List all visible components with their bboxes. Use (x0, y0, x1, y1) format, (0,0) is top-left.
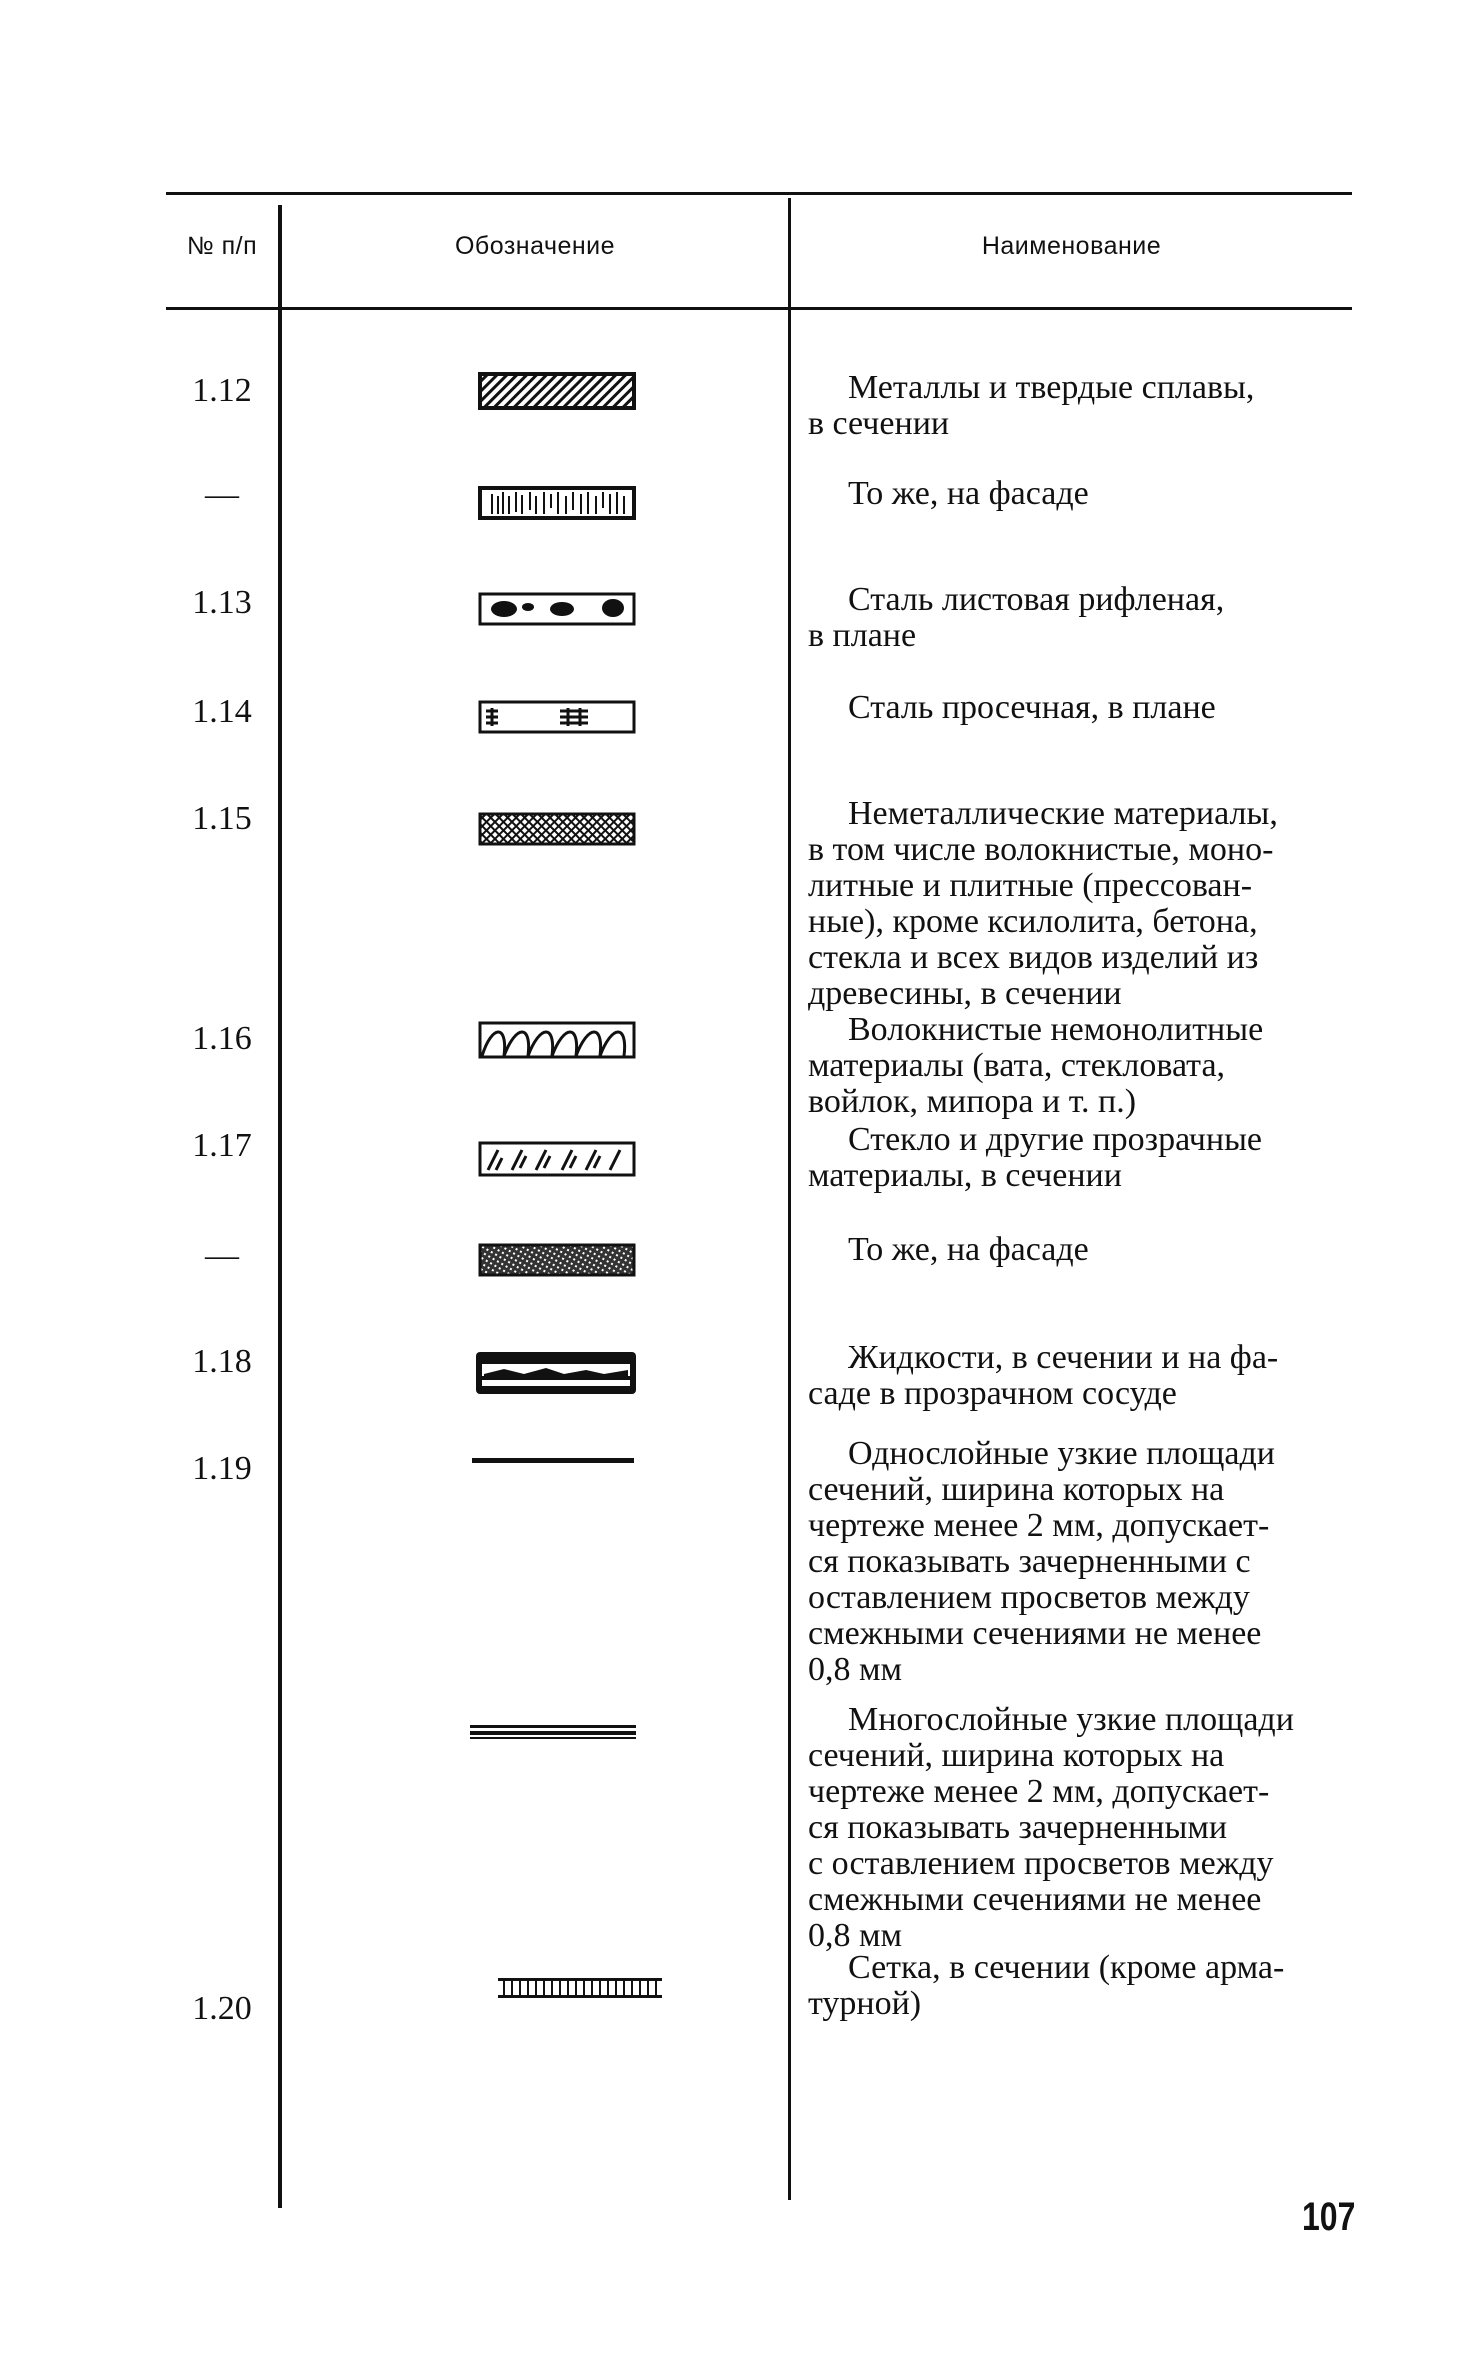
header-symbol: Обозначение (454, 232, 616, 260)
row-number: 1.14 (192, 693, 252, 730)
row-number: 1.19 (192, 1450, 252, 1487)
metal-hatch-symbol (478, 372, 636, 410)
row-description: То же, на фасаде (848, 1231, 1089, 1268)
single-layer-line-symbol (472, 1454, 634, 1466)
glass-section-symbol (478, 1140, 636, 1178)
row-number: — (205, 476, 239, 513)
multi-layer-line-symbol (470, 1722, 636, 1742)
column-divider-2 (788, 198, 791, 2200)
row-description: Многослойные узкие площади сечений, ширина которых на чертеже менее 2 мм, допускает- ся показывать зачерненными с оставлением просветов между смежными сечениями не менее 0,8 мм (808, 1701, 1294, 1954)
column-divider-1 (278, 205, 282, 2208)
row-description: Неметаллические материалы, в том числе волокнистые, моно- литные и плитные (прессован- ные), кроме ксилолита, бетона, стекла и всех видов изделий из древесины, в сечении (808, 795, 1278, 1012)
steel-perforated-symbol (478, 700, 636, 734)
table-top-rule (166, 192, 1352, 195)
row-description: Металлы и твердые сплавы, в сечении (808, 369, 1255, 442)
row-number: 1.16 (192, 1020, 252, 1057)
row-number: 1.20 (192, 1990, 252, 2027)
header-num: № п/п (186, 232, 258, 260)
metal-facade-symbol (478, 486, 636, 520)
steel-ribbed-symbol (478, 592, 636, 626)
row-description: Стекло и другие прозрачные материалы, в сечении (808, 1121, 1263, 1194)
row-description: То же, на фасаде (848, 475, 1089, 512)
page-number: 107 (1302, 2195, 1356, 2239)
nonmetal-crosshatch-symbol (478, 812, 636, 846)
row-description: Сталь листовая рифленая, в плане (808, 581, 1225, 654)
row-description: Волокнистые немонолитные материалы (вата, стекловата, войлок, мипора и т. п.) (808, 1011, 1264, 1120)
header-bottom-rule (166, 307, 1352, 310)
row-number: 1.15 (192, 800, 252, 837)
header-name: Наименование (981, 232, 1162, 260)
row-number: 1.18 (192, 1343, 252, 1380)
fibrous-loops-symbol (478, 1020, 636, 1060)
row-number: 1.12 (192, 372, 252, 409)
row-description: Однослойные узкие площади сечений, ширина которых на чертеже менее 2 мм, допускает- ся показывать зачерненными с оставлением просветов между смежными сечениями не менее 0,8 мм (808, 1435, 1275, 1688)
glass-facade-symbol (478, 1242, 636, 1278)
mesh-symbol (498, 1976, 662, 2000)
row-description: Сталь просечная, в плане (848, 689, 1216, 726)
row-description: Сетка, в сечении (кроме арма- турной) (808, 1949, 1285, 2022)
row-description: Жидкости, в сечении и на фа- саде в прозрачном сосуде (808, 1339, 1279, 1412)
row-number: 1.17 (192, 1127, 252, 1164)
liquid-symbol (474, 1350, 638, 1396)
row-number: 1.13 (192, 584, 252, 621)
row-number: — (205, 1237, 239, 1274)
